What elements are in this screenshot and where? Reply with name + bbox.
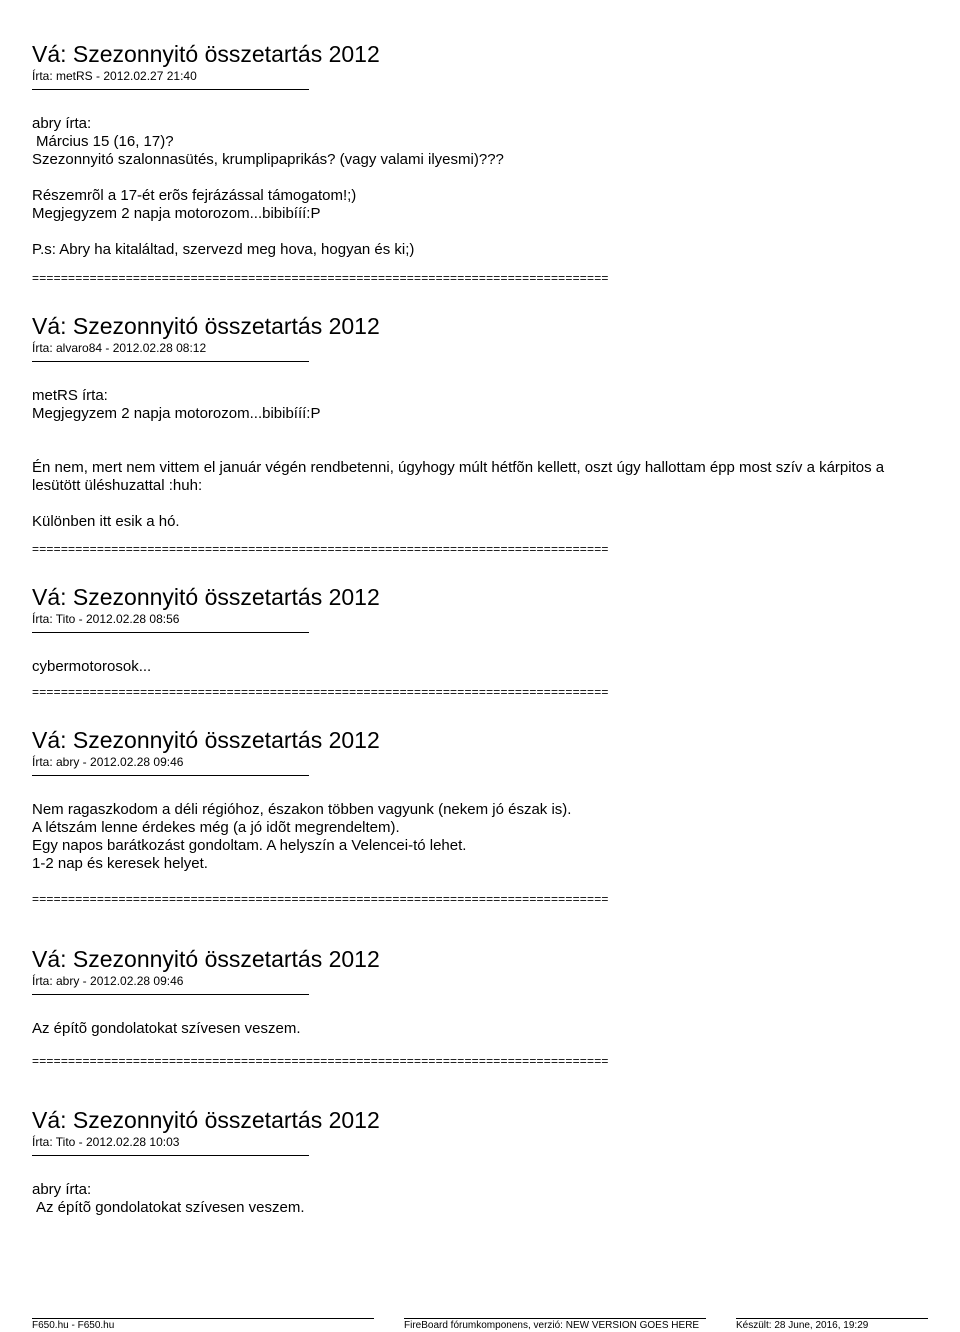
divider [32,775,309,776]
post-body [32,801,922,873]
body-line: P.s: Abry ha kitaláltad, szervezd meg hova, hogyan és ki;) [32,241,415,258]
post-title: Vá: Szezonnyitó összetartás 2012 [32,41,380,67]
post-author-date: Írta: Tito - 2012.02.28 10:03 [32,1135,180,1149]
footer-site: F650.hu - F650.hu [32,1318,374,1332]
body-line: A létszám lenne érdekes még (a jó idõt megrendeltem). [32,819,400,836]
body-line: Különben itt esik a hó. [32,513,180,530]
divider [32,89,309,90]
post-separator: ================================================================================ [32,1054,609,1068]
quote-line: Március 15 (16, 17)? [36,133,174,150]
post-author-date: Írta: abry - 2012.02.28 09:46 [32,974,184,988]
body-line: Megjegyzem 2 napja motorozom...bibibííí:P [32,205,321,222]
quote-line: Szezonnyitó szalonnasütés, krumplipaprikás? (vagy valami ilyesmi)??? [32,151,504,168]
divider [32,994,309,995]
body-line: cybermotorosok... [32,658,152,675]
post-title: Vá: Szezonnyitó összetartás 2012 [32,727,380,753]
quote-author: abry írta: [32,1181,92,1198]
forum-post [32,1106,922,1217]
post-author-date: Írta: abry - 2012.02.28 09:46 [32,755,184,769]
divider [32,1155,309,1156]
quote-author: metRS írta: [32,387,108,404]
body-line: Egy napos barátkozást gondoltam. A helyszín a Velencei-tó lehet. [32,837,467,854]
footer-component: FireBoard fórumkomponens, verzió: NEW VERSION GOES HERE [404,1318,706,1332]
post-author-date: Írta: alvaro84 - 2012.02.28 08:12 [32,341,207,355]
post-title: Vá: Szezonnyitó összetartás 2012 [32,584,380,610]
post-separator: ================================================================================ [32,892,609,906]
forum-post [32,312,922,556]
post-author-date: Írta: Tito - 2012.02.28 08:56 [32,612,180,626]
page-footer [0,1318,960,1332]
forum-post [32,583,922,699]
divider [32,361,309,362]
post-title: Vá: Szezonnyitó összetartás 2012 [32,946,380,972]
body-line: Nem ragaszkodom a déli régióhoz, északon többen vagyunk (nekem jó észak is). [32,801,572,818]
post-title: Vá: Szezonnyitó összetartás 2012 [32,1107,380,1133]
post-body [32,658,922,676]
post-body [32,387,922,531]
footer-generated: Készült: 28 June, 2016, 19:29 [736,1318,928,1332]
post-separator: ================================================================================ [32,685,609,699]
forum-post [32,945,922,1068]
quote-line: Az építõ gondolatokat szívesen veszem. [36,1199,305,1216]
body-line: Én nem, mert nem vittem el január végén rendbetenni, úgyhogy múlt hétfõn kellett, oszt úgy hallottam épp most szív a kárpitos a lesütött üléshuzattal :huh: [32,459,885,494]
post-body [32,1181,922,1217]
quote-line: Megjegyzem 2 napja motorozom...bibibííí:P [32,405,321,422]
forum-post [32,726,922,906]
body-line: Az építõ gondolatokat szívesen veszem. [32,1020,301,1037]
body-line: Részemrõl a 17-ét erõs fejrázással támogatom!;) [32,187,357,204]
divider [32,632,309,633]
post-separator: ================================================================================ [32,271,609,285]
post-body [32,115,922,259]
forum-thread [32,40,922,1217]
body-line: 1-2 nap és keresek helyet. [32,855,208,872]
post-title: Vá: Szezonnyitó összetartás 2012 [32,313,380,339]
post-separator: ================================================================================ [32,542,609,556]
forum-post [32,40,922,285]
post-body [32,1020,922,1038]
quote-author: abry írta: [32,115,92,132]
post-author-date: Írta: metRS - 2012.02.27 21:40 [32,69,197,83]
